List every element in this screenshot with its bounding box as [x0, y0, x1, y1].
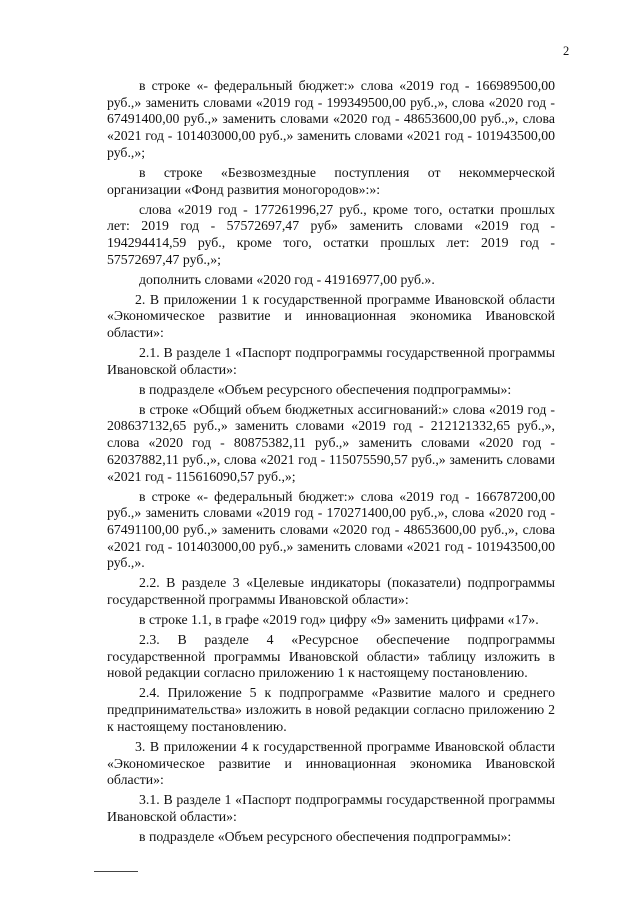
- page-number: 2: [563, 44, 570, 58]
- paragraph-supplement-words: дополнить словами «2020 год - 41916977,00 руб.».: [139, 271, 435, 287]
- paragraph-item-2-2: 2.2. В разделе 3 «Целевые индикаторы (показатели) подпрограммы государственной программы Ивановской области»:: [107, 575, 555, 608]
- paragraph-total-budget-allocations: в строке «Общий объем бюджетных ассигнований:» слова «2019 год - 208637132,65 руб.,» заменить словами «2019 год - 212121332,65 руб.,», слова «2020 год - 80875382,11 руб.,» заменить словами «2020 год - 62037882,11 руб.,», слова «2021 год - 115075590,57 руб.,» заменить словами «2021 год - 115616090,57 руб.,»;: [107, 401, 555, 484]
- paragraph-federal-budget-2: в строке «- федеральный бюджет:» слова «2019 год - 166787200,00 руб.,» заменить словами «2019 год - 170271400,00 руб.,», слова «2020 год - 67491100,00 руб.,» заменить словами «2020 год - 48653600,00 руб.,», слова «2021 год - 101403000,00 руб.,» заменить словами «2021 год - 101943500,00 руб.,».: [107, 488, 555, 571]
- document-body: [107, 78, 555, 849]
- paragraph-resource-subsection-2: в подразделе «Объем ресурсного обеспечения подпрограммы»:: [139, 828, 512, 844]
- footer-divider: [94, 871, 138, 872]
- paragraph-item-2-1: 2.1. В разделе 1 «Паспорт подпрограммы государственной программы Ивановской области»:: [107, 345, 555, 377]
- paragraph-gratuitous-receipts: в строке «Безвозмездные поступления от некоммерческой организации «Фонд развития моногородов»:»:: [107, 164, 555, 197]
- paragraph-row-1-1: в строке 1.1, в графе «2019 год» цифру «9» заменить цифрами «17».: [139, 612, 539, 628]
- paragraph-item-3-1: 3.1. В разделе 1 «Паспорт подпрограммы государственной программы Ивановской области»:: [107, 792, 555, 824]
- paragraph-words-replacement: слова «2019 год - 177261996,27 руб., кроме того, остатки прошлых лет: 2019 год - 57572697,47 руб» заменить словами «2019 год - 194294414,59 руб., кроме того, остатки прошлых лет: 2019 год - 57572697,47 руб.,»;: [107, 201, 555, 267]
- paragraph-federal-budget-amendment: в строке «- федеральный бюджет:» слова «2019 год - 166989500,00 руб.,» заменить словами «2019 год - 199349500,00 руб.,», слова «2020 год - 67491400,00 руб.,» заменить словами «2020 год - 48653600,00 руб.,», слова «2021 год - 101403000,00 руб.,» заменить словами «2021 год - 101943500,00 руб.,»;: [107, 78, 555, 160]
- paragraph-item-2: 2. В приложении 1 к государственной программе Ивановской области «Экономическое развитие и инновационная экономика Ивановской области»:: [107, 291, 555, 341]
- paragraph-item-2-3: 2.3. В разделе 4 «Ресурсное обеспечение подпрограммы государственной программы Ивановской области» таблицу изложить в новой редакции согласно приложению 1 к настоящему постановлению.: [107, 632, 555, 681]
- paragraph-resource-subsection: в подразделе «Объем ресурсного обеспечения подпрограммы»:: [139, 381, 512, 397]
- paragraph-item-2-4: 2.4. Приложение 5 к подпрограмме «Развитие малого и среднего предпринимательства» изложить в новой редакции согласно приложению 2 к настоящему постановлению.: [107, 685, 555, 734]
- paragraph-item-3: 3. В приложении 4 к государственной программе Ивановской области «Экономическое развитие и инновационная экономика Ивановской области»:: [107, 738, 555, 788]
